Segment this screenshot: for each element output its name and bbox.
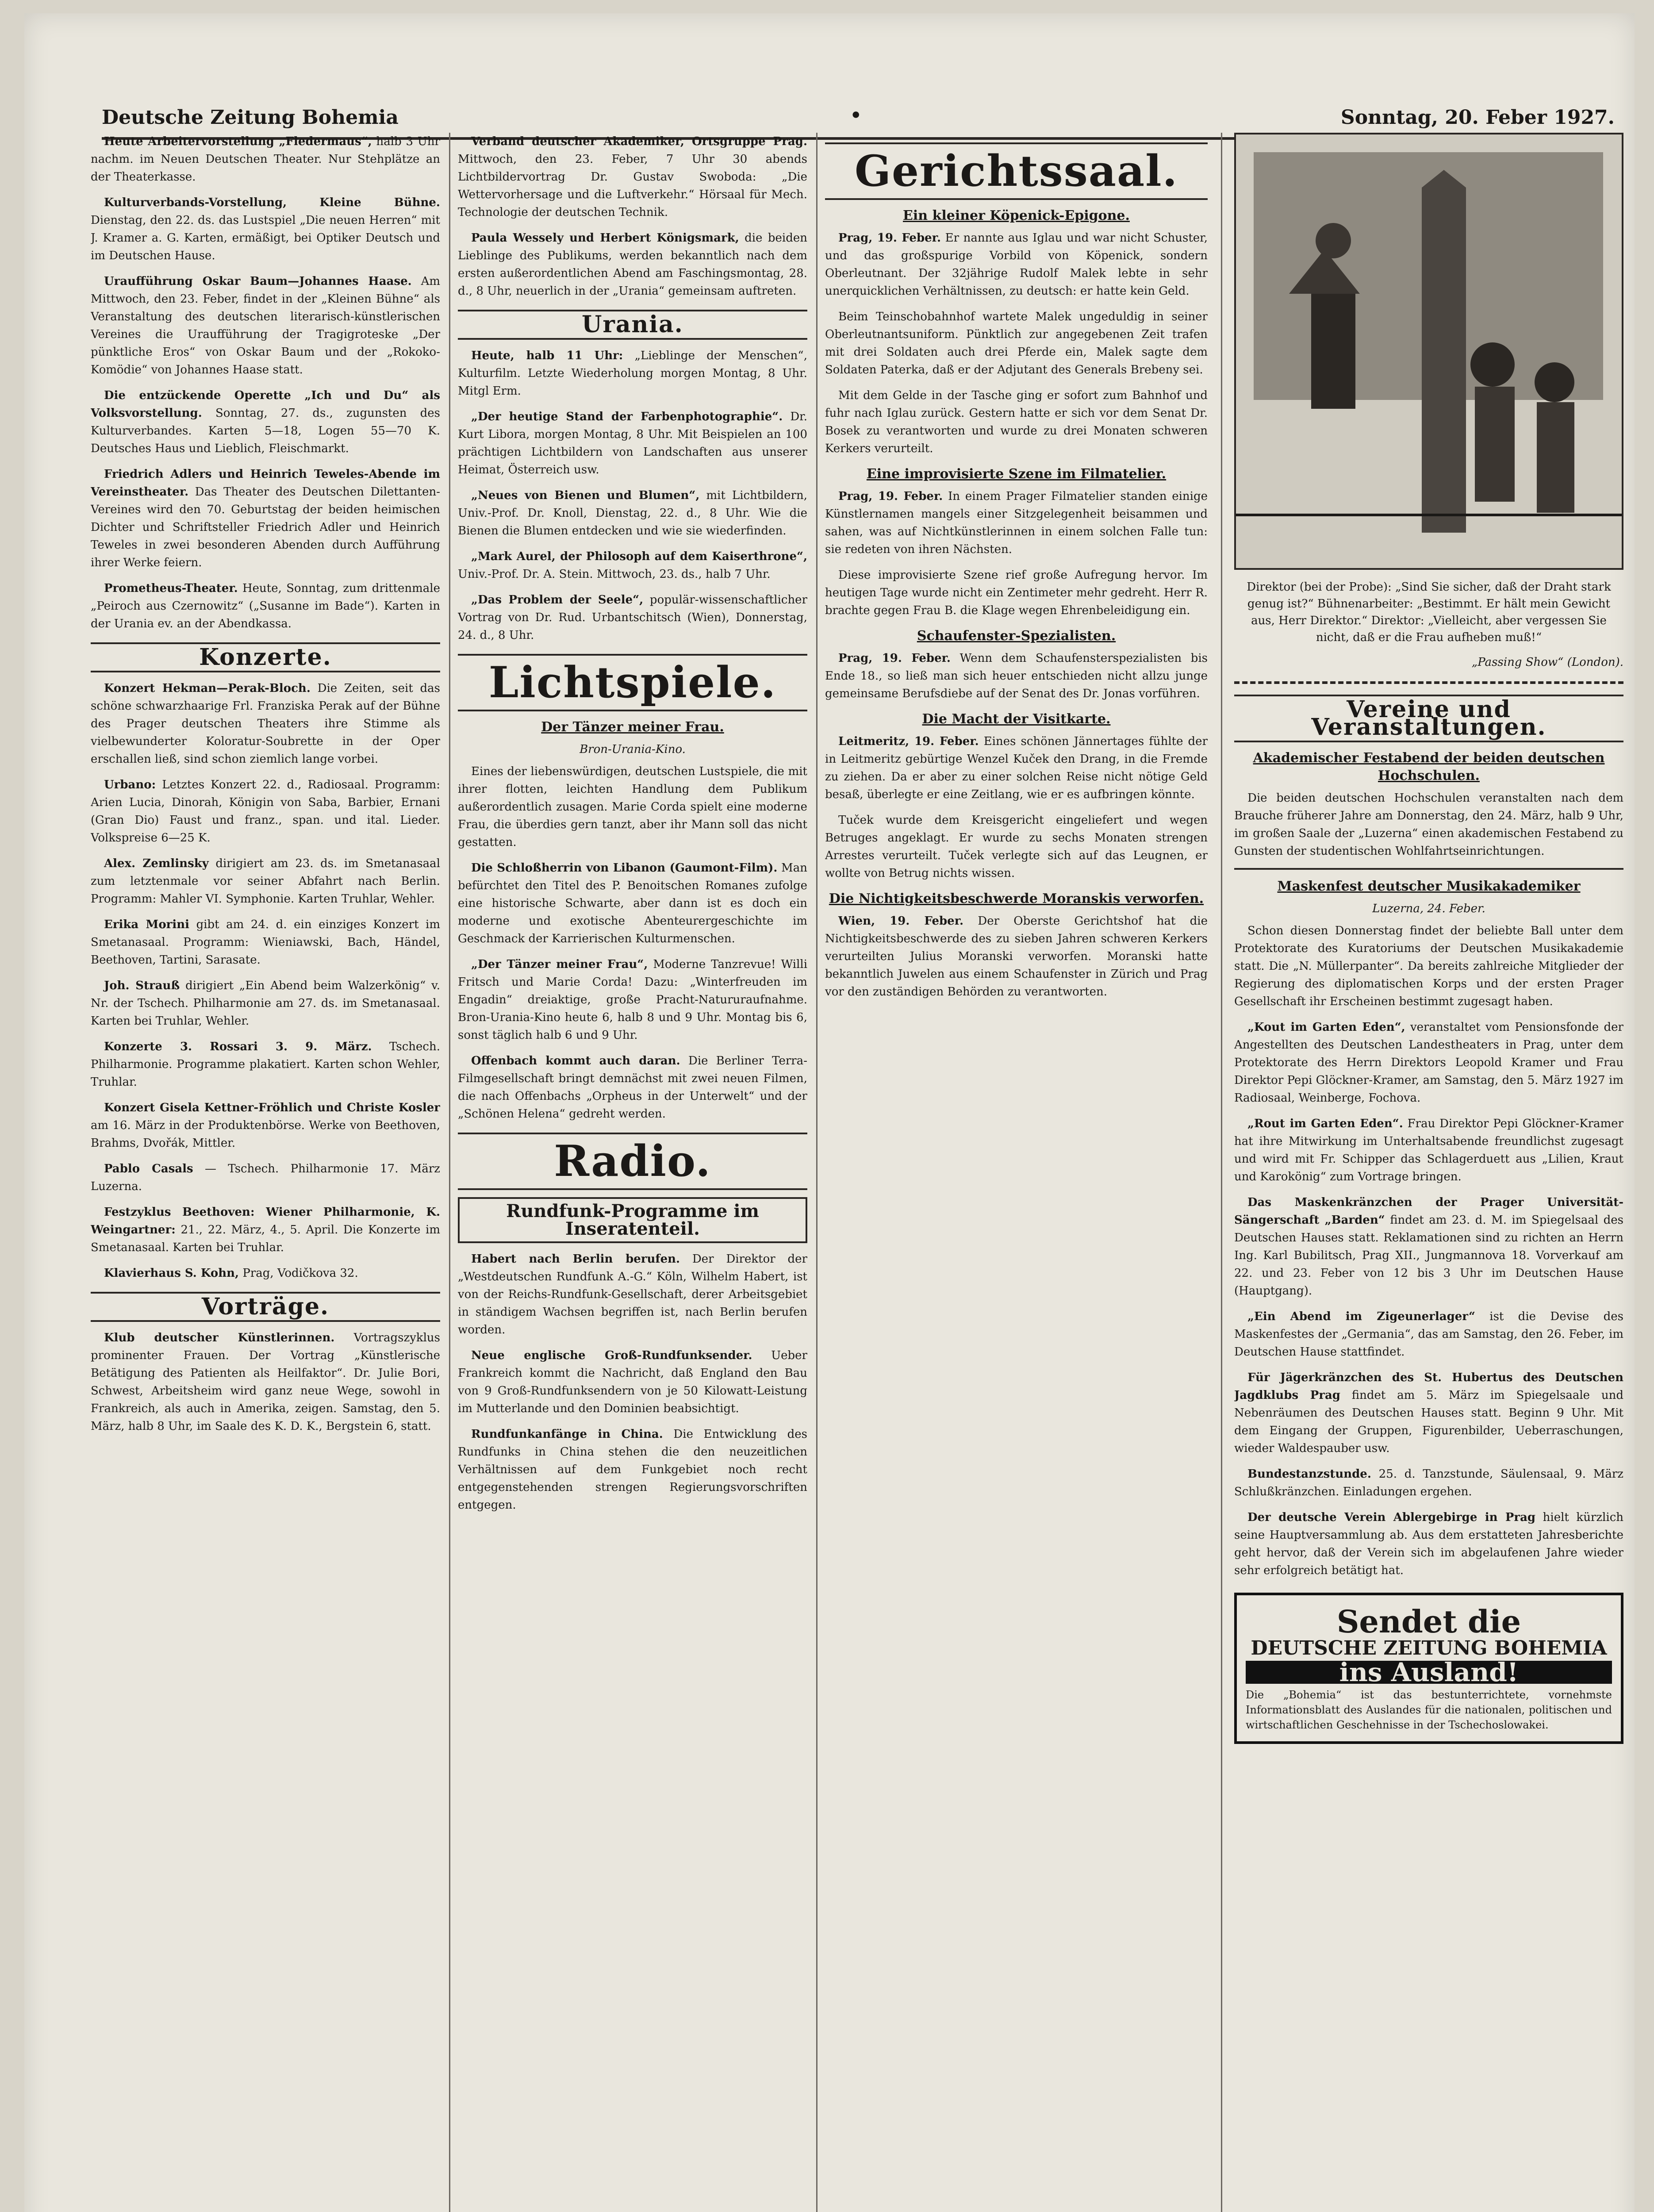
item-text: am 16. März in der Produktenbörse. Werke von Beethoven, Brahms, Dvořák, Mittler.: [91, 1119, 440, 1150]
article-item: [458, 763, 807, 851]
item-text: Frau Direktor Pepi Glöckner-Kramer hat ihre Mitwirkung im Unterhaltsabende freundlichst zugesagt und wird mit Fr. Schipper das Schlagerduett aus „Lilien, Kraut und Karokönig“ zum Vortrage bringen.: [1234, 1117, 1623, 1183]
venue-line: Luzerna, 24. Feber.: [1372, 902, 1485, 915]
item-lead: Bundestanzstunde.: [1247, 1467, 1371, 1481]
article-item: [91, 387, 440, 457]
item-text: Moderne Tanzrevue! Willi Fritsch und Marie Corda! Dazu: „Winterfreuden im Engadin“ dreiaktige, große Pracht-Natururaufnahme. Bron-Urania-Kino heute 6, halb 8 und 9 Uhr. Montag bis 6, sonst täglich halb 6 und 9 Uhr.: [458, 958, 807, 1042]
item-lead: Klub deutscher Künstlerinnen.: [104, 1331, 335, 1344]
item-text: 25. d. Tanzstunde, Säulensaal, 9. März Schlußkränzchen. Einladungen ergehen.: [1234, 1467, 1623, 1498]
article-item: [91, 1264, 440, 1282]
item-text: Prag, Vodičkova 32.: [242, 1267, 358, 1280]
article-item: [1234, 789, 1623, 860]
item-text: Mittwoch, den 23. Feber, 7 Uhr 30 abends Lichtbildervortrag Dr. Gustav Swoboda: „Die Wettervorhersage und die Luftverkehr.“ Hörsaal für Mech. Technologie der deutschen Technik.: [458, 153, 807, 219]
item-text: Sonntag, 27. ds., zugunsten des Kulturverbandes. Karten 5—18, Logen 55—70 K. Deutsches Haus und Lieblich, Fleischmarkt.: [91, 407, 440, 455]
cartoon-caption: Direktor (bei der Probe): „Sind Sie sicher, daß der Draht stark genug ist?“ Bühnenarbeiter: „Bestimmt. Er hält mein Gewicht aus, Herr Direktor.“ Direktor: „Vielleicht, aber vergessen Sie nicht, daß er die Frau aufheben muß!“: [1247, 580, 1611, 644]
article-item: [825, 566, 1208, 619]
item-text: Heute, Sonntag, zum drittenmale „Peiroch aus Czernowitz“ („Susanne im Bade“). Karten in der Urania ev. an der Abendkassa.: [91, 582, 440, 630]
article-item: [825, 733, 1208, 803]
item-lead: Heute, halb 11 Uhr:: [471, 349, 623, 362]
item-text: Die Entwicklung des Rundfunks in China stehen die den neuzeitlichen Verhältnissen auf dem Funkgebiet noch recht entgegenstehenden strengen Regierungsvorschriften entgegen.: [458, 1428, 807, 1512]
item-text: dirigiert am 23. ds. im Smetanasaal zum letztenmale vor seiner Abfahrt nach Berlin. Programm: Mahler VI. Symphonie. Karten Truhlar, Wehler.: [91, 857, 440, 906]
item-text: Er nannte aus Iglau und war nicht Schuster, und das großspurige Vorbild von Köpenick, sondern Oberleutnant. Der 32jährige Rudolf Malek lebte in sehr unerquicklichen Verhältnissen, zu deutsch: er hatte kein Geld.: [825, 231, 1208, 298]
article-item: [91, 580, 440, 633]
item-lead: Prometheus-Theater.: [104, 582, 238, 595]
ad-slogan: ins Ausland!: [1246, 1661, 1612, 1684]
item-text: Letztes Konzert 22. d., Radiosaal. Programm: Arien Lucia, Dinorah, Königin von Saba, Barbier, Ernani (Gran Dio) Faust und franz., span. und ital. Lieder. Volkspreise 6—25 K.: [91, 778, 440, 845]
item-lead: „Ein Abend im Zigeunerlager“: [1247, 1310, 1475, 1323]
article-item: [825, 387, 1208, 457]
article-item: [91, 855, 440, 908]
column-rule: [449, 133, 450, 2212]
article-item: [825, 811, 1208, 882]
item-lead: Verband deutscher Akademiker, Ortsgruppe Prag.: [471, 135, 807, 148]
article-item: [91, 776, 440, 847]
article-item: [458, 956, 807, 1044]
article-item: [91, 1160, 440, 1195]
item-lead: „Das Problem der Seele“,: [471, 593, 644, 607]
divider: [1234, 868, 1623, 870]
article-item: [825, 488, 1208, 558]
article-item: [1234, 1369, 1623, 1457]
item-lead: „Der heutige Stand der Farbenphotographie“.: [471, 410, 783, 423]
item-lead: „Kout im Garten Eden“,: [1247, 1021, 1405, 1034]
article-item: [1234, 922, 1623, 1010]
item-lead: Wien, 19. Feber.: [838, 914, 964, 928]
item-text: Am Mittwoch, den 23. Feber, findet in der „Kleinen Bühne“ als Veranstaltung des deutschen literarisch-künstlerischen Vereines die Uraufführung der Tragigroteske „Der pünktliche Eros“ von Oskar Baum und der „Rokoko-Komödie“ von Johannes Haase statt.: [91, 275, 440, 376]
radio-program-note: Rundfunk-Programme im Inseratenteil.: [458, 1197, 807, 1243]
item-text: In einem Prager Filmatelier standen einige Künstlernamen mangels einer Sitzgelegenheit beisammen und sahen, was auf Nichtkünstlerinnen in einem solchen Falle tun: sie redeten von ihren Nächsten.: [825, 490, 1208, 556]
column-rule: [816, 133, 817, 2212]
article-item: [91, 194, 440, 265]
article-item: [458, 1425, 807, 1514]
masthead-title: Deutsche Zeitung Bohemia: [102, 106, 399, 129]
section-heading-gerichtssaal: Gerichtssaal.: [825, 142, 1208, 200]
section-heading-konzerte: Konzerte.: [91, 642, 440, 672]
item-text: die beiden Lieblinge des Publikums, werden bekanntlich nach dem ersten außerordentlichen Abend am Faschingsmontag, 28. d., 8 Uhr, neuerlich in der „Urania“ gemeinsam auftreten.: [458, 231, 807, 298]
article-item: [825, 649, 1208, 703]
item-text: Die beiden deutschen Hochschulen veranstalten nach dem Brauche früherer Jahre am Donnerstag, den 24. März, halb 9 Uhr, im großen Saale der „Luzerna“ einen akademischen Festabend zu Gunsten der studentischen Wohlfahrtseinrichtungen.: [1234, 791, 1623, 858]
item-text: Beim Teinschobahnhof wartete Malek ungeduldig in seiner Oberleutnantsuniform. Pünktlich zur angegebenen Zeit trafen mit drei Soldaten auch drei Pferde ein, Malek sagte dem Soldaten Paterka, daß er der Adjutant des Generals Brebeny sei.: [825, 310, 1208, 376]
item-lead: Joh. Strauß: [104, 979, 180, 992]
column-rule: [1221, 133, 1222, 2212]
section-heading-vortraege: Vorträge.: [91, 1292, 440, 1322]
item-text: Eines schönen Jännertages fühlte der in Leitmeritz gebürtige Wenzel Kuček den Drang, in die Fremde zu ziehen. Da er aber zu einer solchen Reise nicht nötige Geld besaß, überlegte er eine Zeitlang, wie er es aufbringen könnte.: [825, 735, 1208, 801]
column-3: [825, 133, 1208, 2212]
item-text: findet am 23. d. M. im Spiegelsaal des Deutschen Hauses statt. Reklamationen sind zu richten an Herrn Ing. Karl Bubilitsch, Prag XII., Jungmannova 18. Vorverkauf am 22. und 23. Feber von 12 bis 3 Uhr im Deutschen Hause (Hauptgang).: [1234, 1214, 1623, 1298]
item-text: dirigiert „Ein Abend beim Walzerkönig“ v. Nr. der Tschech. Philharmonie am 27. ds. im Smetanasaal. Karten bei Truhlar, Wehler.: [91, 979, 440, 1028]
item-text: Eines der liebenswürdigen, deutschen Lustspiele, die mit ihrer flotten, leichten Handlung dem Publikum außerordentlich zusagen. Marie Corda spielt eine moderne Frau, die überdies gern tanzt, aber ihr Mann soll das nicht gestatten.: [458, 765, 807, 849]
article-item: [458, 859, 807, 948]
item-text: Schon diesen Donnerstag findet der beliebte Ball unter dem Protektorate des Kuratoriums der Deutschen Musikakademie statt. Die „N. Müllerpanter“. Da bereits zahlreiche Mitglieder der Regierung des diplomatischen Korps und der ersten Prager Gesellschaft ihr Erscheinen bestimmt zugesagt haben.: [1234, 924, 1623, 1008]
caption-source: „Passing Show“ (London).: [1471, 656, 1623, 669]
item-text: Man befürchtet den Titel des P. Benoitschen Romanes zufolge eine historische Schwarte, aber dann ist es doch ein moderne und exotische Abenteurergeschichte im Geschmack der Karrierischen Kulturmenschen.: [458, 861, 807, 945]
article-item: [1234, 1018, 1623, 1107]
article-item: [458, 1347, 807, 1417]
item-lead: Prag, 19. Feber.: [838, 652, 951, 665]
article-subheading: Schaufenster-Spezialisten.: [917, 628, 1116, 644]
item-lead: Prag, 19. Feber.: [838, 231, 941, 245]
ad-headline: Sendet die: [1336, 1603, 1521, 1640]
item-lead: Konzerte 3. Rossari 3. 9. März.: [104, 1040, 372, 1053]
item-text: Mit dem Gelde in der Tasche ging er sofort zum Bahnhof und fuhr nach Iglau zurück. Gestern hatte er sich vor dem Senat Dr. Bosek zu verantworten und wurde zu drei Monaten schweren Kerkers verurteilt.: [825, 389, 1208, 455]
item-text: Vortragszyklus prominenter Frauen. Der Vortrag „Künstlerische Betätigung des Patienten als Heilfaktor“. Dr. Julie Bori, Schwest, Arbeitsheim wird ganz neue Wege, sowohl in Frankreich, als auch in Amerika, zeigen. Samstag, den 5. März, halb 8 Uhr, im Saale des K. D. K., Bergstein 6, statt.: [91, 1331, 440, 1433]
item-lead: Die Schloßherrin von Libanon (Gaumont-Film).: [471, 861, 778, 875]
article-subheading: Eine improvisierte Szene im Filmatelier.: [866, 466, 1167, 482]
item-text: halb 3 Uhr nachm. im Neuen Deutschen Theater. Nur Stehplätze an der Theaterkasse.: [91, 135, 440, 184]
item-lead: „Neues von Bienen und Blumen“,: [471, 489, 700, 502]
item-lead: Heute Arbeitervorstellung „Fledermaus“,: [104, 135, 372, 148]
article-item: [91, 1329, 440, 1435]
item-lead: Klavierhaus S. Kohn,: [104, 1267, 239, 1280]
article-item: [1234, 1509, 1623, 1579]
item-text: Die Zeiten, seit das schöne schwarzhaarige Frl. Franziska Perak auf der Bühne des Prager deutschen Theaters ihre Stimme als vielbewunderter Koloratur-Soubrette in der Oper erschallen ließ, sind schon ziemlich lange vorbei.: [91, 682, 440, 766]
section-heading-vereine: Vereine und Veranstaltungen.: [1234, 695, 1623, 742]
item-text: Univ.-Prof. Dr. A. Stein. Mittwoch, 23. ds., halb 7 Uhr.: [458, 568, 771, 581]
item-text: veranstaltet vom Pensionsfonde der Angestellten des Deutschen Landestheaters in Prag, unter dem Protektorate des Herrn Direktors Leopold Kramer und Frau Direktor Pepi Glöckner-Kramer, am Samstag, den 5. März 1927 im Radiosaal, Weinberge, Fochova.: [1234, 1021, 1623, 1105]
item-text: Wenn dem Schaufensterspezialisten bis Ende 18., so ließ man sich heuer entschieden nicht allzu junge gemeinsame Berufsdiebe auf der Senat des Dr. Jonas vorführen.: [825, 652, 1208, 700]
subscription-advertisement: [1234, 1593, 1623, 1744]
section-heading-radio: Radio.: [458, 1133, 807, 1190]
ad-newspaper-name: DEUTSCHE ZEITUNG BOHEMIA: [1251, 1637, 1607, 1659]
header-ornament: •: [849, 103, 863, 128]
item-lead: Paula Wessely und Herbert Königsmark,: [471, 231, 739, 245]
item-lead: Erika Morini: [104, 918, 190, 931]
article-item: [458, 408, 807, 479]
item-text: gibt am 24. d. ein einziges Konzert im Smetanasaal. Programm: Wieniawski, Bach, Händel, Beethoven, Tartini, Sarasate.: [91, 918, 440, 967]
article-item: [91, 133, 440, 186]
item-text: Der Direktor der „Westdeutschen Rundfunk A.-G.“ Köln, Wilhelm Habert, ist von der Reichs-Rundfunk-Gesellschaft, derer Arbeitsgebiet in ständigem Wachsen begriffen ist, nach Berlin berufen worden.: [458, 1252, 807, 1336]
item-lead: Urbano:: [104, 778, 156, 791]
item-lead: Kulturverbands-Vorstellung, Kleine Bühne.: [104, 196, 440, 209]
item-lead: Festzyklus Beethoven: Wiener Philharmonie, K. Weingartner:: [91, 1206, 440, 1237]
item-text: findet am 5. März im Spiegelsaale und Nebenräumen des Deutschen Hauses statt. Beginn 9 Uhr. Mit dem Eingang der Gruppen, Figurenbilder, Ueberraschungen, wieder Waldespauber usw.: [1234, 1389, 1623, 1455]
issue-date: Sonntag, 20. Feber 1927.: [1340, 106, 1615, 129]
item-lead: Leitmeritz, 19. Feber.: [838, 735, 979, 748]
item-lead: Prag, 19. Feber.: [838, 490, 943, 503]
item-text: hielt kürzlich seine Hauptversammlung ab. Aus dem erstatteten Jahresberichte geht hervor, daß der Verein sich im abgelaufenen Jahre wieder sehr erfolgreich betätigt hat.: [1234, 1511, 1623, 1577]
item-lead: Alex. Zemlinsky: [104, 857, 209, 870]
item-text: Der Oberste Gerichtshof hat die Nichtigkeitsbeschwerde des zu sieben Jahren schweren Kerkers verurteilten Julius Moranski verworfen. Moranski hatte bekanntlich Juwelen aus einem Schaufenster in Zürich und Prag vor den zuständigen Behörden zu verantworten.: [825, 914, 1208, 998]
item-lead: Pablo Casals: [104, 1162, 193, 1175]
item-text: — Tschech. Philharmonie 17. März Luzerna.: [91, 1162, 440, 1193]
item-lead: „Der Tänzer meiner Frau“,: [471, 958, 648, 971]
item-text: Dr. Kurt Libora, morgen Montag, 8 Uhr. Mit Beispielen an 100 prächtigen Lichtbildern von Landschaften aus unserer Heimat, Österreich usw.: [458, 410, 807, 476]
item-lead: Neue englische Groß-Rundfunksender.: [471, 1349, 752, 1362]
article-item: [1234, 1194, 1623, 1300]
item-text: ist die Devise des Maskenfestes der „Germania“, das am Samstag, den 26. Feber, im Deutschen Hause stattfindet.: [1234, 1310, 1623, 1359]
item-text: Die Berliner Terra-Filmgesellschaft bringt demnächst mit zwei neuen Filmen, die nach Offenbachs „Orpheus in der Unterwelt“ und der „Schönen Helena“ gedreht werden.: [458, 1054, 807, 1121]
article-item: [91, 1038, 440, 1091]
venue-line: Bron-Urania-Kino.: [579, 743, 686, 756]
article-item: [458, 229, 807, 300]
article-item: [91, 273, 440, 379]
article-item: [458, 1052, 807, 1123]
article-item: [458, 548, 807, 583]
item-lead: Der deutsche Verein Ablergebirge in Prag: [1247, 1511, 1536, 1524]
section-divider: [1234, 681, 1623, 684]
article-subheading: Der Tänzer meiner Frau.: [541, 719, 724, 735]
section-heading-urania: Urania.: [458, 310, 807, 340]
item-text: Diese improvisierte Szene rief große Aufregung hervor. Im heutigen Tage wurde nicht ein Zentimeter mehr gedreht. Herr R. brachte gegen Frau B. die Klage wegen Ehrenbeleidigung ein.: [825, 568, 1208, 617]
item-lead: Friedrich Adlers und Heinrich Teweles-Abende im Vereinstheater.: [91, 468, 440, 499]
cartoon-drawing: [1236, 134, 1622, 565]
article-subheading: Maskenfest deutscher Musikakademiker: [1277, 879, 1581, 894]
article-item: [458, 487, 807, 540]
item-lead: Das Maskenkränzchen der Prager Universität-Sängerschaft „Barden“: [1234, 1196, 1623, 1227]
item-lead: Konzert Hekman—Perak-Bloch.: [104, 682, 311, 695]
item-text: Tuček wurde dem Kreisgericht eingeliefert und wegen Betruges angeklagt. Er wurde zu sechs Monaten strengen Arrestes verurteilt. Tuček verlegte sich auf das Leugnen, er wollte von Betrug nichts wissen.: [825, 814, 1208, 880]
item-lead: Die entzückende Operette „Ich und Du“ als Volksvorstellung.: [91, 389, 440, 420]
item-text: populär-wissenschaftlicher Vortrag von Dr. Rud. Urbantschitsch (Wien), Donnerstag, 24. d., 8 Uhr.: [458, 593, 807, 642]
article-item: [1234, 1115, 1623, 1186]
article-subheading: Die Macht der Visitkarte.: [922, 711, 1111, 727]
ad-note: Die „Bohemia“ ist das bestunterrichtete, vornehmste Informationsblatt des Auslandes für die nationalen, politischen und wirtschaftlichen Geschehnisse in der Tschechoslowakei.: [1246, 1689, 1612, 1731]
article-item: [1234, 1308, 1623, 1361]
item-text: „Lieblinge der Menschen“, Kulturfilm. Letzte Wiederholung morgen Montag, 8 Uhr. Mitgl Erm.: [458, 349, 807, 398]
item-lead: Habert nach Berlin berufen.: [471, 1252, 680, 1266]
column-2: [458, 133, 807, 2212]
article-item: [825, 912, 1208, 1001]
item-text: Ueber Frankreich kommt die Nachricht, daß England den Bau von 9 Groß-Rundfunksendern von je 50 Kilowatt-Leistung im Mutterlande und den Dominien beabsichtigt.: [458, 1349, 807, 1415]
item-lead: „Rout im Garten Eden“.: [1247, 1117, 1403, 1130]
item-lead: Uraufführung Oskar Baum—Johannes Haase.: [104, 275, 412, 288]
article-item: [91, 680, 440, 768]
item-text: mit Lichtbildern, Univ.-Prof. Dr. Knoll, Dienstag, 22. d., 8 Uhr. Wie die Bienen die Blumen entdecken und wie sie wiederfinden.: [458, 489, 807, 538]
article-subheading: Die Nichtigkeitsbeschwerde Moranskis verworfen.: [829, 891, 1204, 906]
article-subheading: Akademischer Festabend der beiden deutschen Hochschulen.: [1253, 750, 1605, 783]
article-item: [825, 229, 1208, 300]
article-subheading: Ein kleiner Köpenick-Epigone.: [903, 208, 1130, 223]
column-4: [1234, 133, 1623, 2212]
item-lead: Für Jägerkränzchen des St. Hubertus des Deutschen Jagdklubs Prag: [1234, 1371, 1623, 1402]
column-1: [91, 133, 440, 2212]
item-lead: Konzert Gisela Kettner-Fröhlich und Christe Kosler: [104, 1101, 440, 1114]
cartoon-illustration: [1234, 133, 1623, 570]
item-lead: Rundfunkanfänge in China.: [471, 1428, 663, 1441]
article-item: [825, 308, 1208, 379]
article-item: [91, 465, 440, 572]
article-item: [458, 1250, 807, 1339]
article-item: [458, 591, 807, 644]
article-item: [91, 916, 440, 969]
item-lead: „Mark Aurel, der Philosoph auf dem Kaiserthrone“,: [471, 550, 807, 563]
section-heading-lichtspiele: Lichtspiele.: [458, 654, 807, 711]
article-item: [1234, 1465, 1623, 1501]
item-text: Dienstag, den 22. ds. das Lustspiel „Die neuen Herren“ mit J. Kramer a. G. Karten, ermäßigt, bei Optiker Deutsch und im Deutschen Hause.: [91, 214, 440, 262]
item-text: Tschech. Philharmonie. Programme plakatiert. Karten schon Wehler, Truhlar.: [91, 1040, 440, 1089]
item-lead: Offenbach kommt auch daran.: [471, 1054, 680, 1068]
item-text: 21., 22. März, 4., 5. April. Die Konzerte im Smetanasaal. Karten bei Truhlar.: [91, 1223, 440, 1254]
article-item: [458, 133, 807, 221]
article-item: [458, 347, 807, 400]
item-text: Das Theater des Deutschen Dilettanten-Vereines wird den 70. Geburtstag der beiden heimischen Dichter und Schriftsteller Friedrich Adler und Heinrich Teweles in zwei besonderen Abenden durch Aufführung ihrer Werke feiern.: [91, 485, 440, 569]
article-item: [91, 1203, 440, 1256]
article-item: [91, 977, 440, 1030]
article-item: [91, 1099, 440, 1152]
